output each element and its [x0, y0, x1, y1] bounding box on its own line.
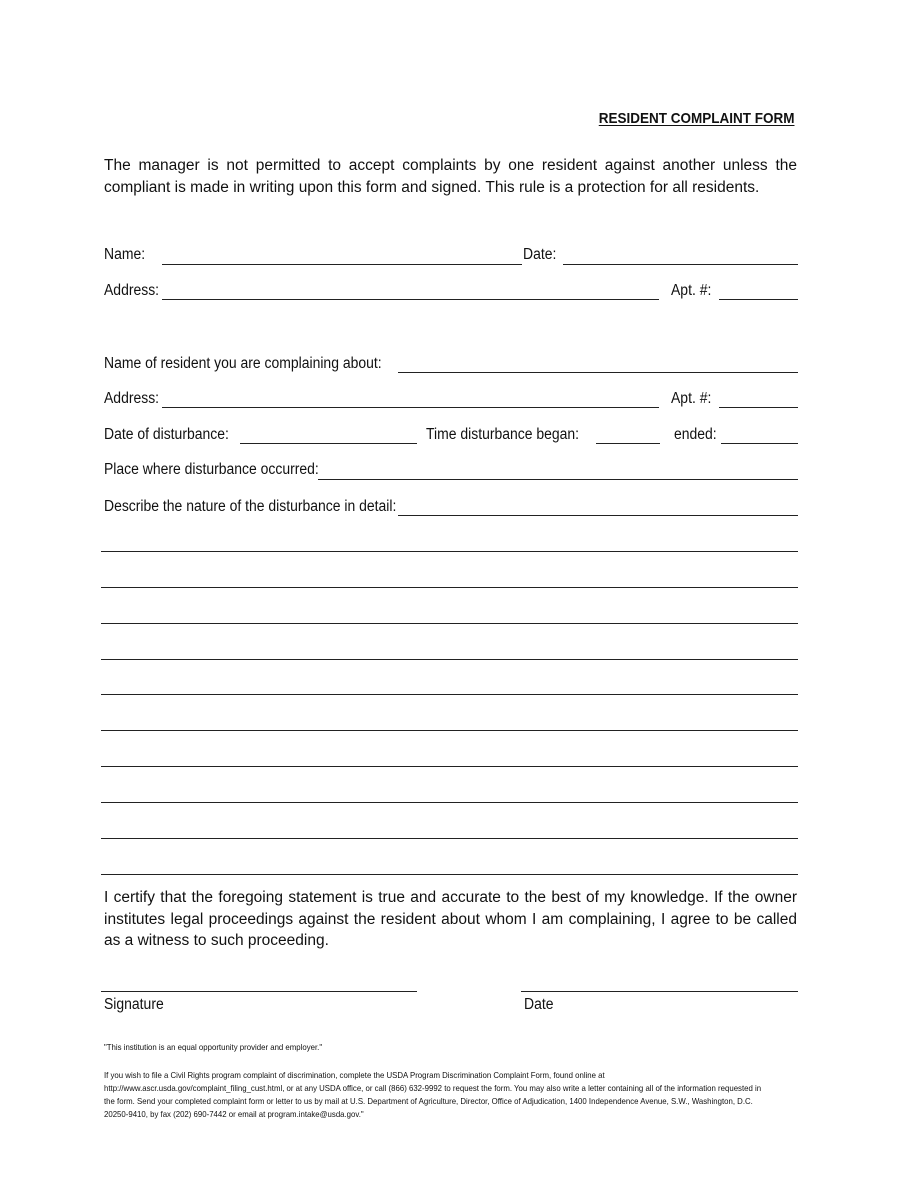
intro-paragraph: The manager is not permitted to accept complaints by one resident against another unless the compliant is made in writing upon this form and signed. This rule is a protection for all residents. [104, 157, 797, 196]
describe-label: Describe the nature of the disturbance in detail: [104, 498, 397, 515]
ended-label: ended: [674, 426, 717, 443]
apt-label: Apt. #: [671, 282, 712, 299]
date-field[interactable] [563, 264, 798, 265]
place-label: Place where disturbance occurred: [104, 461, 319, 478]
resident-apt-field[interactable] [719, 407, 798, 408]
resident-name-label: Name of resident you are complaining about: [104, 355, 382, 372]
description-line[interactable] [101, 802, 798, 803]
description-line[interactable] [101, 874, 798, 875]
description-line[interactable] [101, 623, 798, 624]
resident-address-label: Address: [104, 390, 160, 407]
description-line[interactable] [101, 838, 798, 839]
name-field[interactable] [162, 264, 522, 265]
description-line[interactable] [101, 766, 798, 767]
signature-date-label: Date [524, 996, 554, 1013]
description-line[interactable] [101, 659, 798, 660]
describe-field[interactable] [398, 515, 798, 516]
resident-apt-label: Apt. #: [671, 390, 712, 407]
ended-field[interactable] [721, 443, 798, 444]
resident-name-field[interactable] [398, 372, 798, 373]
description-line[interactable] [101, 694, 798, 695]
apt-field[interactable] [719, 299, 798, 300]
description-line[interactable] [101, 730, 798, 731]
form-title: RESIDENT COMPLAINT FORM [598, 110, 794, 127]
description-line[interactable] [101, 551, 798, 552]
civil-rights-note: If you wish to file a Civil Rights program complaint of discrimination, complete the USDA Program Discrimination Complaint Form, found online at http://www.ascr.usda.gov/complaint_filing_cust.html, or at any USDA office, or call (866) 632-9992 to request the form. You may also write a letter containing all of the information requested in the form. Send your completed complaint form or letter to us by mail at U.S. Department of Agriculture, Director, Office of Adjudication, 1400 Independence Avenue, S.W., Washington, D.C. 20250-9410, by fax (202) 690-7442 or email at program.intake@usda.gov." [104, 1070, 762, 1119]
address-field[interactable] [162, 299, 659, 300]
description-line[interactable] [101, 587, 798, 588]
signature-label: Signature [104, 996, 164, 1013]
disturbance-date-field[interactable] [240, 443, 417, 444]
equal-opportunity-note: "This institution is an equal opportunity provider and employer." [104, 1042, 323, 1052]
resident-address-field[interactable] [162, 407, 659, 408]
disturbance-date-label: Date of disturbance: [104, 426, 229, 443]
date-label: Date: [523, 246, 557, 263]
place-field[interactable] [318, 479, 798, 480]
signature-date-field[interactable] [521, 991, 798, 992]
time-began-label: Time disturbance began: [426, 426, 580, 443]
address-label: Address: [104, 282, 160, 299]
signature-field[interactable] [101, 991, 417, 992]
certification-paragraph: I certify that the foregoing statement is true and accurate to the best of my knowledge. If the owner institutes legal proceedings against the resident about whom I am complaining, I agree to be called as a witness to such proceeding. [104, 889, 797, 949]
name-label: Name: [104, 246, 146, 263]
time-began-field[interactable] [596, 443, 660, 444]
